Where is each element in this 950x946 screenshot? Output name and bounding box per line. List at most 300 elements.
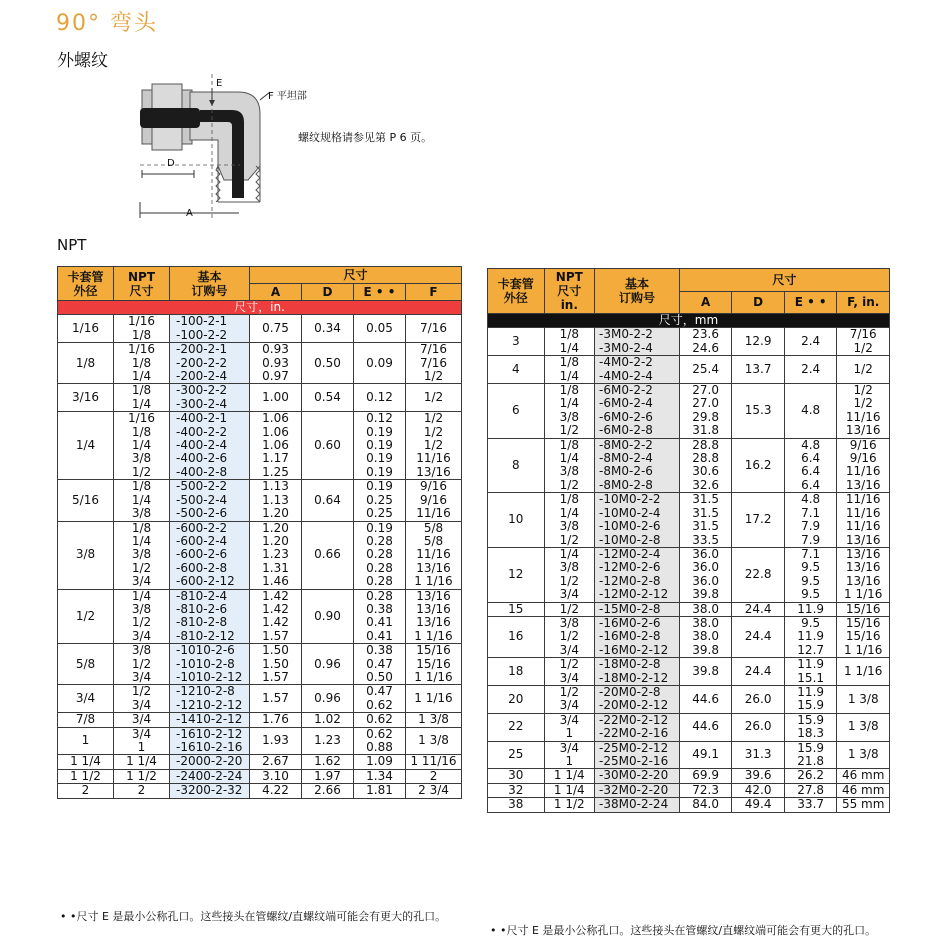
table-row <box>488 547 890 602</box>
cell-line: -2000-2-20 <box>176 754 243 769</box>
dim-d-cell: 15.3 <box>732 384 785 439</box>
dim-a-cell <box>250 685 302 713</box>
cell-line: 44.6 <box>692 691 719 706</box>
npt-size-cell <box>114 589 170 644</box>
dim-e-cell <box>354 784 406 798</box>
cell-line: -8M0-2-2 <box>599 437 653 452</box>
thread-note: 螺纹规格请参见第 P 6 页。 <box>298 131 433 144</box>
cell-line: -1610-2-12 <box>176 726 243 741</box>
cell-line: -100-2-1 <box>176 314 228 329</box>
cell-line: -8M0-2-4 <box>599 451 653 466</box>
npt-size-cell <box>544 493 595 548</box>
cell-line: 15/16 <box>845 629 881 644</box>
dim-e-cell <box>784 384 837 439</box>
order-no-cell <box>595 658 680 686</box>
cell-line: 1/2 <box>559 477 579 492</box>
inch-dimension-table <box>57 266 462 799</box>
cell-line: 1 1/2 <box>553 797 585 812</box>
table-row <box>488 658 890 686</box>
col-e: E • • <box>784 291 837 314</box>
dim-f-cell <box>406 769 462 783</box>
cell-line: 7/16 <box>420 321 447 336</box>
cell-line: 3/8 <box>131 547 152 562</box>
dim-a-cell <box>679 493 732 548</box>
dim-a-cell <box>250 784 302 798</box>
table-row <box>58 343 462 384</box>
npt-size-cell <box>114 769 170 783</box>
cell-line: 0.28 <box>366 588 393 603</box>
cell-line: -1210-2-12 <box>176 697 243 712</box>
tube-od-cell: 1 1/4 <box>58 755 114 769</box>
cell-line: 1/2 <box>853 383 873 398</box>
cell-line: 72.3 <box>692 782 719 797</box>
npt-size-cell <box>544 616 595 657</box>
cell-line: -3200-2-32 <box>176 783 243 798</box>
cell-line: 7.9 <box>801 532 821 547</box>
dim-f-cell <box>406 384 462 412</box>
cell-line: 9/16 <box>849 437 877 452</box>
tube-od-cell: 25 <box>488 741 545 769</box>
dim-a-cell <box>679 328 732 356</box>
npt-size-cell <box>544 328 595 356</box>
cell-line: 0.50 <box>366 669 393 684</box>
dim-a-cell <box>679 356 732 384</box>
cell-line: -10M0-2-2 <box>599 492 661 507</box>
cell-line: -12M0-2-6 <box>599 560 661 575</box>
dim-d-cell: 0.64 <box>302 480 354 521</box>
dim-e-cell <box>784 769 837 783</box>
cell-line: 1/2 <box>853 361 873 376</box>
dim-d-cell: 22.8 <box>732 547 785 602</box>
order-no-cell <box>170 713 250 727</box>
cell-line: 1 1/16 <box>414 574 453 589</box>
cell-line: 7.1 <box>801 546 821 561</box>
label-f: F 平坦部 <box>268 91 307 102</box>
npt-size-cell <box>544 547 595 602</box>
cell-line: 27.0 <box>692 396 719 411</box>
tube-od-cell: 6 <box>488 384 545 439</box>
cell-line: 3/8 <box>131 643 152 658</box>
order-no-cell <box>170 412 250 480</box>
cell-line: 3/4 <box>131 712 152 727</box>
table-row <box>488 328 890 356</box>
dim-a-cell <box>250 589 302 644</box>
order-no-cell <box>595 384 680 439</box>
footnote-inch: • •尺寸 E 是最小公称孔口。这些接头在管螺纹/直螺纹端可能会有更大的孔口。 <box>60 910 447 923</box>
col-d: D <box>732 291 785 314</box>
cell-line: 1 1/16 <box>414 628 453 643</box>
dim-a-cell <box>679 741 732 769</box>
cell-line: 1/8 <box>131 355 152 370</box>
cell-line: 1.06 <box>262 424 289 439</box>
cell-line: -25M0-2-12 <box>599 740 669 755</box>
table-row <box>58 384 462 412</box>
dim-d-cell: 0.96 <box>302 685 354 713</box>
cell-line: 0.47 <box>366 684 393 699</box>
cell-line: 3/8 <box>131 506 152 521</box>
cell-line: -400-2-6 <box>176 451 228 466</box>
tube-od-cell: 7/8 <box>58 713 114 727</box>
cell-line: -16M0-2-12 <box>599 642 669 657</box>
dim-f-cell <box>837 493 890 548</box>
cell-line: 11/16 <box>845 492 881 507</box>
cell-line: 3/8 <box>559 615 579 630</box>
npt-size-cell <box>114 315 170 343</box>
dim-a-cell <box>250 727 302 755</box>
cell-line: 26.2 <box>797 768 825 783</box>
dim-e-cell <box>354 589 406 644</box>
cell-line: 1/4 <box>131 533 152 548</box>
cell-line: 1 3/8 <box>418 733 449 748</box>
cell-line: 13/16 <box>416 615 451 630</box>
cell-line: 1.34 <box>366 768 393 783</box>
cell-line: 1 <box>137 740 146 754</box>
cell-line: 11/16 <box>845 464 881 479</box>
cell-line: -300-2-4 <box>176 396 228 411</box>
cell-line: 1.76 <box>262 712 289 727</box>
cell-line: -25M0-2-16 <box>599 754 669 768</box>
npt-size-cell <box>114 480 170 521</box>
order-no-cell <box>170 685 250 713</box>
cell-line: 12.7 <box>797 642 825 657</box>
cell-line: 7/16 <box>849 327 877 342</box>
dim-e-cell <box>784 328 837 356</box>
cell-line: 13/16 <box>416 560 451 575</box>
cell-line: 1/4 <box>559 340 579 355</box>
cell-line: 15.9 <box>797 712 825 727</box>
cell-line: 1/2 <box>559 573 579 588</box>
table-row <box>58 784 462 798</box>
npt-size-cell <box>114 412 170 480</box>
cell-line: -100-2-2 <box>176 327 228 342</box>
cell-line: 13/16 <box>845 477 881 492</box>
dim-e-cell <box>354 412 406 480</box>
cell-line: 1/8 <box>131 327 152 342</box>
cell-line: 13/16 <box>416 588 451 603</box>
dim-d-cell: 0.50 <box>302 343 354 384</box>
order-no-cell <box>595 356 680 384</box>
cell-line: 1 1/4 <box>553 782 585 797</box>
cell-line: 2 <box>429 768 438 783</box>
cell-line: 1 1/4 <box>553 768 585 783</box>
unit-row: 尺寸，in. <box>58 301 462 315</box>
npt-size-cell <box>544 769 595 783</box>
npt-label: NPT <box>57 236 87 254</box>
cell-line: 7.1 <box>801 505 821 520</box>
cell-line: 39.8 <box>692 587 719 602</box>
dim-a-cell <box>679 769 732 783</box>
cell-line: 1/4 <box>559 368 579 383</box>
cell-line: 0.19 <box>366 479 393 494</box>
dim-e-cell <box>354 685 406 713</box>
dim-e-cell <box>354 315 406 343</box>
cell-line: -12M0-2-8 <box>599 573 661 588</box>
cell-line: -1010-2-12 <box>176 669 243 684</box>
dim-e-cell <box>354 727 406 755</box>
cell-line: -600-2-6 <box>176 547 228 562</box>
cell-line: 1/2 <box>559 532 579 547</box>
cell-line: 6.4 <box>801 477 821 492</box>
cell-line: -200-2-1 <box>176 342 228 357</box>
cell-line: 2.4 <box>801 334 821 349</box>
dim-e-cell <box>784 602 837 616</box>
dim-a-cell <box>679 713 732 741</box>
dim-a-cell <box>679 783 732 797</box>
npt-size-cell <box>114 784 170 798</box>
dim-e-cell <box>784 438 837 493</box>
dim-a-cell <box>250 755 302 769</box>
cell-line: 1 1/16 <box>414 691 453 706</box>
cell-line: -3M0-2-2 <box>599 327 653 342</box>
cell-line: 3/8 <box>559 409 579 424</box>
cell-line: -810-2-6 <box>176 601 228 616</box>
cell-line: -500-2-4 <box>176 492 228 507</box>
cell-line: 13/16 <box>845 423 881 438</box>
table-row <box>488 713 890 741</box>
tube-od-cell: 1 <box>58 727 114 755</box>
tube-od-cell: 5/16 <box>58 480 114 521</box>
cell-line: 1.50 <box>262 643 289 658</box>
order-no-cell <box>170 343 250 384</box>
table-row <box>58 589 462 644</box>
order-no-cell <box>170 589 250 644</box>
tube-od-cell: 3/4 <box>58 685 114 713</box>
order-no-cell <box>595 769 680 783</box>
cell-line: -10M0-2-4 <box>599 505 661 520</box>
cell-line: 1/4 <box>559 396 579 411</box>
npt-size-cell <box>544 798 595 812</box>
cell-line: 0.62 <box>366 697 393 712</box>
dim-a-cell <box>679 602 732 616</box>
cell-line: 3/8 <box>559 560 579 575</box>
cell-line: 31.5 <box>692 505 719 520</box>
cell-line: -6M0-2-4 <box>599 396 653 411</box>
dim-f-cell <box>837 685 890 713</box>
cell-line: 1.13 <box>262 479 289 494</box>
dim-d-cell: 1.97 <box>302 769 354 783</box>
dim-e-cell <box>354 384 406 412</box>
dim-a-cell <box>250 480 302 521</box>
cell-line: -600-2-4 <box>176 533 228 548</box>
dim-d-cell: 39.6 <box>732 769 785 783</box>
cell-line: -500-2-2 <box>176 479 228 494</box>
cell-line: 1/2 <box>131 464 152 479</box>
dim-f-cell <box>837 783 890 797</box>
cell-line: -12M0-2-12 <box>599 587 669 602</box>
cell-line: 13/16 <box>416 464 451 479</box>
npt-size-cell <box>114 644 170 685</box>
order-no-cell <box>595 741 680 769</box>
order-no-cell <box>170 644 250 685</box>
dim-e-cell <box>354 769 406 783</box>
cell-line: 3/4 <box>559 587 579 602</box>
cell-line: 13/16 <box>845 560 881 575</box>
npt-size-cell <box>544 741 595 769</box>
order-no-cell <box>595 547 680 602</box>
npt-size-cell <box>544 783 595 797</box>
cell-line: 13/16 <box>416 601 451 616</box>
cell-line: 4.8 <box>801 437 821 452</box>
dim-f-cell <box>406 644 462 685</box>
cell-line: -22M0-2-16 <box>599 726 669 741</box>
dim-f-cell <box>837 438 890 493</box>
cell-line: 3/4 <box>131 726 152 741</box>
cell-line: 13/16 <box>845 546 881 561</box>
dim-f-cell <box>406 685 462 713</box>
cell-line: 3/4 <box>559 740 579 755</box>
dim-f-cell <box>406 521 462 589</box>
dim-e-cell <box>784 547 837 602</box>
cell-line: 11.9 <box>797 657 825 672</box>
dim-d-cell: 0.66 <box>302 521 354 589</box>
cell-line: 1.06 <box>262 411 289 426</box>
cell-line: 3/4 <box>559 698 579 713</box>
dim-f-cell <box>837 658 890 686</box>
cell-line: 1.57 <box>262 691 289 706</box>
col-a: A <box>679 291 732 314</box>
dim-d-cell: 24.4 <box>732 616 785 657</box>
npt-size-cell <box>544 685 595 713</box>
cell-line: -500-2-6 <box>176 506 228 521</box>
section-subtitle: 外螺纹 <box>57 51 108 71</box>
cell-line: -38M0-2-24 <box>599 797 669 812</box>
dim-d-cell: 0.96 <box>302 644 354 685</box>
cell-line: 0.25 <box>366 492 393 507</box>
cell-line: 1/2 <box>559 684 579 699</box>
cell-line: 0.28 <box>366 574 393 589</box>
order-no-cell <box>595 438 680 493</box>
cell-line: 36.0 <box>692 573 719 588</box>
cell-line: 0.09 <box>366 355 393 370</box>
cell-line: 4.8 <box>801 492 821 507</box>
footnote-mm: • •尺寸 E 是最小公称孔口。这些接头在管螺纹/直螺纹端可能会有更大的孔口。 <box>490 924 877 937</box>
dim-d-cell: 42.0 <box>732 783 785 797</box>
cell-line: 27.0 <box>692 383 719 398</box>
cell-line: 0.19 <box>366 464 393 479</box>
dim-f-cell <box>837 384 890 439</box>
cell-line: 1 3/8 <box>418 712 449 727</box>
col-order-no: 基本 订购号 <box>595 269 680 314</box>
cell-line: 9.5 <box>801 587 821 602</box>
cell-line: 38.0 <box>692 615 719 630</box>
cell-line: 30.6 <box>692 464 719 479</box>
dim-a-cell <box>679 658 732 686</box>
dim-e-cell <box>784 741 837 769</box>
dim-d-cell: 0.34 <box>302 315 354 343</box>
dim-a-cell <box>679 547 732 602</box>
dim-e-cell <box>784 493 837 548</box>
dim-a-cell <box>250 412 302 480</box>
table-row <box>58 685 462 713</box>
cell-line: 4.22 <box>262 783 289 798</box>
cell-line: 6.4 <box>801 464 821 479</box>
cell-line: -18M0-2-8 <box>599 657 661 672</box>
dim-f-cell <box>406 589 462 644</box>
cell-line: -400-2-4 <box>176 438 228 453</box>
dim-d-cell: 1.23 <box>302 727 354 755</box>
cell-line: -10M0-2-6 <box>599 519 661 534</box>
cell-line: -1010-2-8 <box>176 656 235 671</box>
cell-line: 5/8 <box>423 533 444 548</box>
cell-line: 36.0 <box>692 560 719 575</box>
cell-line: 1.06 <box>262 438 289 453</box>
cell-line: 9/16 <box>849 451 877 466</box>
tube-od-cell: 3/16 <box>58 384 114 412</box>
dim-f-cell <box>837 356 890 384</box>
cell-line: 5/8 <box>423 520 444 535</box>
npt-size-cell <box>544 602 595 616</box>
tube-od-cell: 30 <box>488 769 545 783</box>
cell-line: -10M0-2-8 <box>599 532 661 547</box>
dim-a-cell <box>250 521 302 589</box>
dim-a-cell <box>679 384 732 439</box>
dim-a-cell <box>250 644 302 685</box>
cell-line: -400-2-8 <box>176 464 228 479</box>
cell-line: -400-2-1 <box>176 411 228 426</box>
cell-line: -6M0-2-2 <box>599 383 653 398</box>
cell-line: 55 mm <box>841 797 885 812</box>
dim-d-cell: 16.2 <box>732 438 785 493</box>
cell-line: 1 1/2 <box>126 768 157 783</box>
col-dims: 尺寸 <box>250 267 462 284</box>
cell-line: 1 11/16 <box>410 754 457 769</box>
cell-line: -2400-2-24 <box>176 768 243 783</box>
cell-line: 1/8 <box>559 492 579 507</box>
npt-size-cell <box>114 727 170 755</box>
cell-line: 39.8 <box>692 642 719 657</box>
cell-line: 11/16 <box>416 506 451 521</box>
cell-line: 0.25 <box>366 506 393 521</box>
dim-a-cell <box>250 315 302 343</box>
cell-line: -200-2-4 <box>176 369 228 384</box>
tube-od-cell: 32 <box>488 783 545 797</box>
tube-od-cell: 8 <box>488 438 545 493</box>
cell-line: 29.8 <box>692 409 719 424</box>
page-title: 90° 弯头 <box>56 11 158 36</box>
dim-e-cell <box>354 755 406 769</box>
cell-line: 18.3 <box>797 726 825 741</box>
cell-line: 9.5 <box>801 615 821 630</box>
col-dims: 尺寸 <box>679 269 889 292</box>
dim-e-cell <box>354 521 406 589</box>
tube-od-cell: 16 <box>488 616 545 657</box>
cell-line: -16M0-2-6 <box>599 615 661 630</box>
cell-line: 1/4 <box>131 396 152 411</box>
cell-line: 1/2 <box>559 629 579 644</box>
dim-e-cell <box>354 343 406 384</box>
dim-e-cell <box>784 356 837 384</box>
cell-line: 0.93 <box>262 342 289 357</box>
dim-a-cell <box>250 343 302 384</box>
npt-size-cell <box>544 658 595 686</box>
tube-od-cell: 5/8 <box>58 644 114 685</box>
cell-line: 3/4 <box>131 669 152 684</box>
table-row <box>58 480 462 521</box>
cell-line: 69.9 <box>692 768 719 783</box>
tube-od-cell: 10 <box>488 493 545 548</box>
cell-line: 1.17 <box>262 451 289 466</box>
cell-line: 1/8 <box>131 520 152 535</box>
cell-line: -22M0-2-12 <box>599 712 669 727</box>
cell-line: 15.9 <box>797 740 825 755</box>
cell-line: -400-2-2 <box>176 424 228 439</box>
dim-d-cell: 0.90 <box>302 589 354 644</box>
cell-line: 3/4 <box>559 642 579 657</box>
tube-od-cell: 1 1/2 <box>58 769 114 783</box>
col-npt-size: NPT 尺寸 in. <box>544 269 595 314</box>
cell-line: -600-2-8 <box>176 560 228 575</box>
dim-e-cell <box>354 480 406 521</box>
